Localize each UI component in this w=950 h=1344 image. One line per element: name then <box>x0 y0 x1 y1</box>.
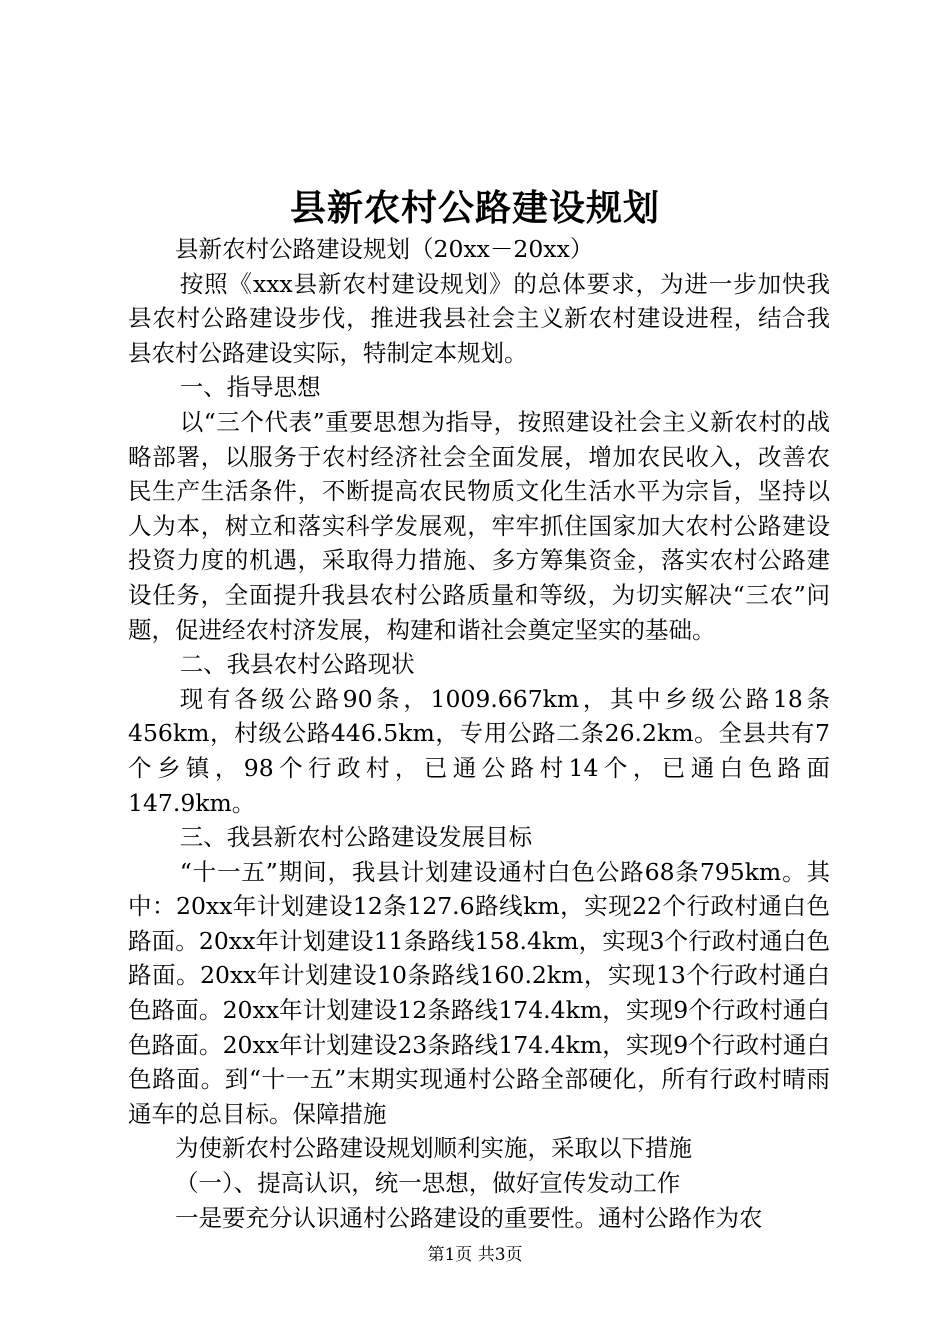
subtitle-paragraph: 县新农村公路建设规划（20xx－20xx） <box>175 235 594 263</box>
current-status-paragraph: 现有各级公路90条，1009.667km，其中乡级公路18条456km，村级公路446.5km，专用公路二条26.2km。全县共有7个乡镇，98个行政村，已通公路村14个，已通白色路面147.9km。 <box>128 684 830 817</box>
section-heading-current-status: 二、我县农村公路现状 <box>179 650 415 679</box>
measures-intro-paragraph: 为使新农村公路建设规划顺利实施，采取以下措施 <box>175 1134 692 1163</box>
document-title: 县新农村公路建设规划 <box>289 187 660 229</box>
measures-paragraph-1: 一是要充分认识通村公路建设的重要性。通村公路作为农 <box>175 1203 763 1232</box>
intro-paragraph: 按照《xxx县新农村建设规划》的总体要求，为进一步加快我县农村公路建设步伐，推进我县社会主义新农村建设进程，结合我县农村公路建设实际，特制定本规划。 <box>128 269 830 367</box>
measures-heading-1: （一）、提高认识，统一思想，做好宣传发动工作 <box>175 1169 681 1198</box>
page-number-footer: 第1页 共3页 <box>427 1245 523 1265</box>
document-body <box>128 232 830 1235</box>
guiding-thought-paragraph: 以“三个代表”重要思想为指导，按照建设社会主义新农村的战略部署，以服务于农村经济社会全面发展，增加农民收入，改善农民生产生活条件，不断提高农民物质文化生活水平为宗旨，坚持以人为本，树立和落实科学发展观，牢牢抓住国家加大农村公路建设投资力度的机遇，采取得力措施、多方筹集资金，落实农村公路建设任务，全面提升我县农村公路质量和等级，为切实解决“三农”问题，促进经农村济发展，构建和谐社会奠定坚实的基础。 <box>128 407 830 644</box>
goals-paragraph: “十一五”期间，我县计划建设通村白色公路68条795km。其中：20xx年计划建设12条127.6路线km，实现22个行政村通白色路面。20xx年计划建设11条路线158.4km，实现3个行政村通白色路面。20xx年计划建设10条路线160.2km，实现13个行政村通白色路面。20xx年计划建设12条路线174.4km，实现9个行政村通白色路面。20xx年计划建设23条路线174.4km，实现9个行政村通白色路面。到“十一五”末期实现通村公路全部硬化，所有行政村晴雨通车的总目标。保障措施 <box>128 857 830 1128</box>
section-heading-goals: 三、我县新农村公路建设发展目标 <box>179 823 533 852</box>
section-heading-guiding-thought: 一、指导思想 <box>179 373 321 402</box>
